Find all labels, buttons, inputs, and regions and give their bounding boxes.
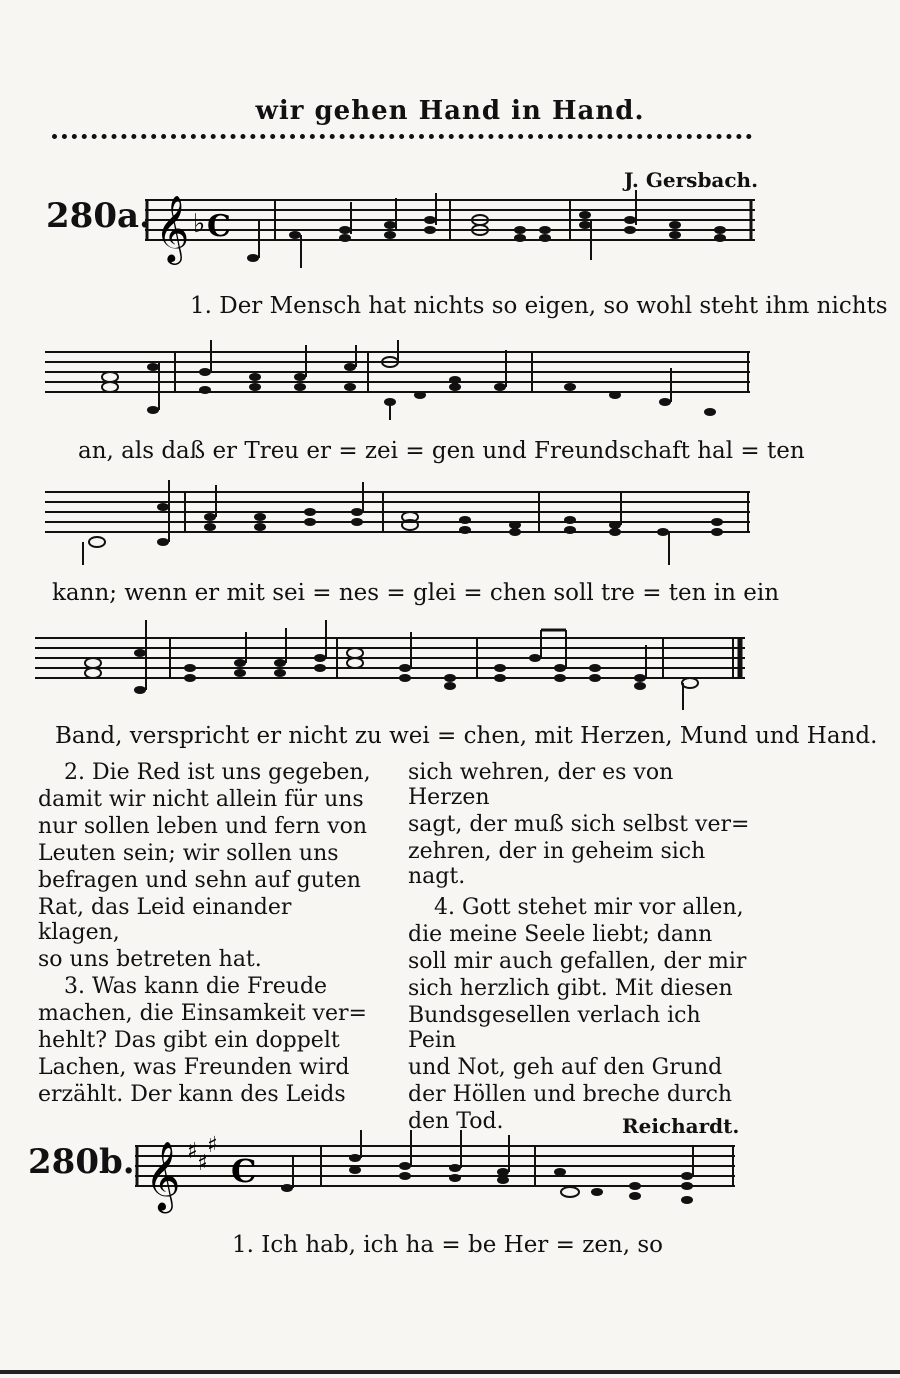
lyric-line-280a-2: an, als daß er Treu er = zei = gen und Freundschaft hal = ten xyxy=(78,438,805,464)
verses-column-left xyxy=(38,760,378,1109)
verses-column-right xyxy=(408,760,753,1136)
verse-line: Bundsgesellen verlach ich Pein xyxy=(408,1003,701,1053)
sharp-sign-icon: ♯ xyxy=(207,1133,218,1158)
verse-line: hehlt? Das gibt ein doppelt xyxy=(38,1028,340,1053)
music-staff-280a-3 xyxy=(45,480,760,565)
composer-reichardt: Reichardt. xyxy=(622,1114,740,1138)
verse-line: damit wir nicht allein für uns xyxy=(38,787,364,812)
verse-line: zehren, der in geheim sich nagt. xyxy=(408,839,706,889)
common-time-icon: C xyxy=(231,1152,257,1190)
verse-line: soll mir auch gefallen, der mir xyxy=(408,949,747,974)
song-number-280a: 280a. xyxy=(46,196,151,236)
verse-line: 4. Gott stehet mir vor allen, xyxy=(434,895,744,920)
verse-line: so uns betreten hat. xyxy=(38,947,262,972)
verse-line: 3. Was kann die Freude xyxy=(64,974,328,999)
music-staff-280a-2 xyxy=(45,340,760,420)
sharp-sign-icon: ♯ xyxy=(197,1151,208,1176)
sharp-sign-icon: ♯ xyxy=(187,1139,198,1164)
verse-line: erzählt. Der kann des Leids xyxy=(38,1082,346,1107)
verse-line: befragen und sehn auf guten xyxy=(38,868,361,893)
verse-line: den Tod. xyxy=(408,1109,504,1134)
verse-line: Lachen, was Freunden wird xyxy=(38,1055,350,1080)
flat-sign-icon: ♭ xyxy=(193,209,206,239)
lyric-line-280a-3: kann; wenn er mit sei = nes = glei = chen soll tre = ten in ein xyxy=(52,580,780,606)
verse-line: Leuten sein; wir sollen uns xyxy=(38,841,339,866)
lyric-line-280b-1: 1. Ich hab, ich ha = be Her = zen, so xyxy=(232,1232,664,1258)
running-header: wir gehen Hand in Hand. xyxy=(255,96,645,126)
music-staff-280a-4 xyxy=(35,620,755,710)
verse-line: Rat, das Leid einander klagen, xyxy=(38,895,292,945)
verse-line: der Höllen und breche durch xyxy=(408,1082,733,1107)
verse-line: sich wehren, der es von Herzen xyxy=(408,760,674,810)
verse-line: sich herzlich gibt. Mit diesen xyxy=(408,976,733,1001)
treble-clef-icon: 𝄞 xyxy=(155,194,190,262)
treble-clef-icon: 𝄞 xyxy=(145,1141,181,1211)
lyric-line-280a-4: Band, verspricht er nicht zu wei = chen, mit Herzen, Mund und Hand. xyxy=(55,723,878,749)
dotted-rule xyxy=(52,124,752,139)
music-staff-280a-1 xyxy=(145,190,760,270)
verse-line: machen, die Einsamkeit ver= xyxy=(38,1001,367,1026)
composer-gersbach: J. Gersbach. xyxy=(624,168,759,192)
common-time-icon: C xyxy=(207,209,231,244)
lyric-line-280a-1: 1. Der Mensch hat nichts so eigen, so wohl steht ihm nichts xyxy=(190,293,888,319)
page-bottom-edge xyxy=(0,1370,900,1374)
verse-line: nur sollen leben und fern von xyxy=(38,814,368,839)
music-staff-280b-1 xyxy=(135,1130,745,1220)
song-number-280b: 280b. xyxy=(28,1142,135,1182)
verse-line: sagt, der muß sich selbst ver= xyxy=(408,812,750,837)
verse-line: 2. Die Red ist uns gegeben, xyxy=(64,760,371,785)
verse-line: die meine Seele liebt; dann xyxy=(408,922,713,947)
verse-line: und Not, geh auf den Grund xyxy=(408,1055,723,1080)
